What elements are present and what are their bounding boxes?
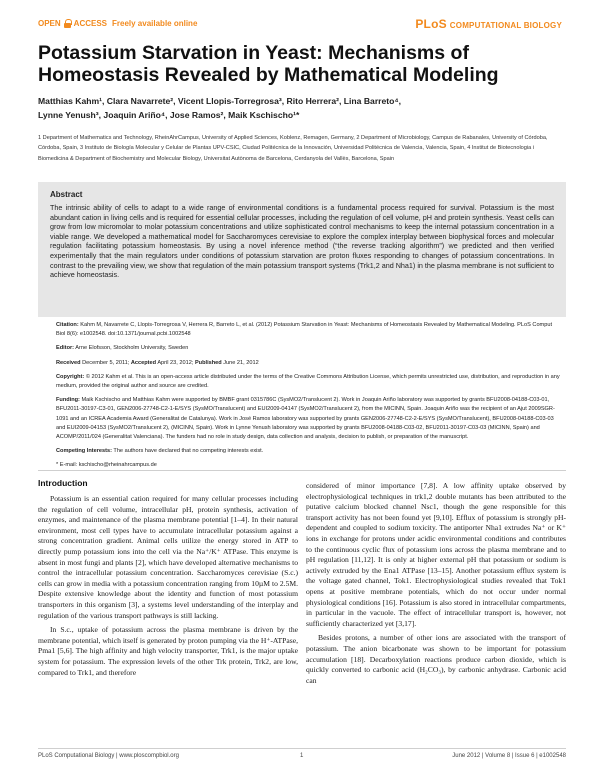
affiliations: 1 Department of Mathematics and Technology, RheinAhrCampus, University of Applied Sciences, Koblenz, Remagen, Germany, 2 Department of Microbiology, Campus de Rabanales, University of Córdoba, Córdoba, Spain, 3 Instituto de Biología Molecular y Celular de Plantas UPV-CSIC, Ciudad Politécnica de la Innovación, Universidad Politécnica de Valencia, Valencia, Spain, 4 Institut de Biotecnologia i Biomedicina & Department of Biochemistry and Molecular Biology, Universitat Autònoma de Barcelona, Cerdanyola del Vallès, Barcelona, Spain [38,135,548,162]
page-number: 1 [300,753,304,759]
journal-logo [415,17,562,31]
left-column [38,494,298,682]
abstract-heading: Abstract [50,190,83,199]
footer-issue: June 2012 | Volume 8 | Issue 6 | e1002548 [452,753,566,759]
journal-plos: PLoS [415,17,447,31]
footer-journal: PLoS Computational Biology | www.ploscompbiol.org [38,753,179,759]
open-access-banner [38,19,197,28]
right-column [306,481,566,690]
editor: Editor: Arne Elofsson, Stockholm University, Sweden [56,345,189,352]
paragraph: Besides protons, a number of other ions are associated with the transport of potassium. The anion bicarbonate was shown to be important for potassium accumulation [18]. Decarboxylation reactions produce carbon dioxide, which is quickly converted to carbonic acid (H₂CO₃), by carbonic anhydrase. Carbonic acid can [306,633,566,685]
copyright: Copyright: © 2012 Kahm et al. This is an open-access article distributed under the terms of the Creative Commons Attribution License, which permits unrestricted use, distribution, and reproduction in any medium, provided the original author and source are credited. [56,373,560,390]
paragraph: considered of minor importance [7,8]. A low affinity uptake observed by electrophysiological techniques in trk1,2 double mutants has been attributed to the putative calcium blocked channel Nsc1, though the gene responsible for this transport activity has not been found yet [9,10]. Efflux of potassium is strongly pH-dependent and coupled to sodium toxicity. The antiporter Nha1 extrudes Na⁺ or K⁺ ions in exchange for protons under acidic environmental conditions and contributes to the continuous cyclic flux of potassium ions across the plasma membrane and to pH regulation [11,12]. It is only at higher external pH that potassium or sodium is actively extruded by the Ena1 ATPase [13–15]. Another potassium efflux system is the voltage gated channel, Tok1. Electrophysiological studies revealed that Tok1 opens at positive membrane potentials, which do not occur under normal physiological conditions [16]. Potassium is also stored in intracellular compartments, in particular in the vacuole. The effect of intracellular transport is, however, not sufficiently characterized yet [3,17]. [306,481,566,628]
dates: Received December 5, 2011; Accepted April 23, 2012; Published June 21, 2012 [56,359,259,366]
email: * E-mail: kschischo@rheinahrcampus.de [56,462,157,469]
open-access-label-left: OPEN [38,19,61,28]
citation: Citation: Kahm M, Navarrete C, Llopis-Torregrosa V, Herrera R, Barreto L, et al. (2012) Potassium Starvation in Yeast: Mechanisms of Homeostasis Revealed by Mathematical Modeling. PLoS Comput Biol 8(6): e1002548. doi:10.1371/journal.pcbi.1002548 [56,322,552,338]
paragraph: Potassium is an essential cation required for many cellular processes including the regulation of cell volume, intracellular pH, protein synthesis, activation of enzymes, and maintenance of the plasma membrane potential [1–4]. In their natural environment, most cell types have to accumulate intracellular potassium against a strong concentration gradient. Animal cells utilize the energy stored in ATP to directly pump potassium ions into the cell via the Na⁺/K⁺ ATPase. This enzyme is absent in most fungi and plants [2], which have developed alternative mechanisms to control the intracellular potassium concentration. Saccharomyces cerevisiae (S.c.) cells can grow in media with a potassium concentration ranging from 10µM to 2.5M. Despite extensive knowledge about the identity and function of most potassium transporters in this organism [3], a systems level understanding of the interplay and regulation of the various transport pathways is still lacking. [38,494,298,620]
abstract-box [38,182,566,317]
journal-name: COMPUTATIONAL BIOLOGY [449,21,562,30]
open-lock-icon [64,19,71,28]
paragraph: In S.c., uptake of potassium across the plasma membrane is driven by the membrane potential, which itself is generated by proton pumping via the H⁺-ATPase, Pma1 [5,6]. The high affinity and high velocity transporter, Trk1, is the major uptake system for potassium. The expression levels of the other Trk protein, Trk2, are low, compared to Trk1, and therefore [38,625,298,677]
page-footer [38,753,566,759]
divider [38,470,566,471]
abstract-text: The intrinsic ability of cells to adapt to a wide range of environmental conditions is a fundamental process required for survival. Potassium is the most abundant cation in living cells and is required for essential cellular processes, including the regulation of cell volume, pH and protein synthesis. Yeast cells can grow from low micromolar to molar potassium concentrations and utilize sophisticated control mechanisms to keep the internal potassium concentration in a viable range. We developed a mathematical model for Saccharomyces cerevisiae to explore the complex interplay between biophysical forces and molecular regulation facilitating potassium homeostasis. By using a novel inference method (“the reverse tracking algorithm”) we predicted and then verified experimentally that the main regulators under conditions of potassium starvation are proton fluxes responding to changes of potassium concentrations. In contrast to the prevailing view, we show that regulation of the main potassium transport systems (Trk1,2 and Nha1) in the plasma membrane is not sufficient to achieve homeostasis. [50,203,554,280]
email-link[interactable]: kschischo@rheinahrcampus.de [78,462,157,469]
authors-line-2: Lynne Yenush³, Joaquin Ariño⁴, Jose Ramos², Maik Kschischo¹* [38,110,300,120]
funding: Funding: Maik Kschischo and Matthias Kahm were supported by BMBF grant 0315786C (SysMO2/Translucent 2). Work in Joaquin Ariño laboratory was supported by grants BFU2008-04188-C03-01, BFU2011-30197-C3-01, GEN2006-27748-C2-1-E/SYS (SysMO/Translucent) and EUI2009-04147 (SysMO2/Translucent 2), from the MICINN, Spain. Joaquin Ariño was the recipient of an Ajut 2009SGR-1091 and an ICREA Academia Award (Generalitat de Catalunya). Work in José Ramos laboratory was supported by grants GEN2006-27748-C2-2-E/SYS (SysMO/Translucent), BFU2008-04188-C03-03 and EUI2009-04153 (SysMO2/Translucent 2), (MICINN, Spain). Work in Lynne Yenush laboratory was supported by grants BFU2008-04188-C03-02, BFU2011-30197-C03-03 (MICINN, Spain) and ACOMP/2011/024 (Generalitat Valenciana). The funders had no role in study design, data collection and analysis, decision to publish, or preparation of the manuscript. [56,397,555,441]
footer-divider [38,748,566,749]
article-title: Potassium Starvation in Yeast: Mechanisms of Homeostasis Revealed by Mathematical Modeling [38,42,499,86]
author-list [38,94,562,122]
freely-available-label: Freely available online [112,19,198,28]
article-metadata [56,321,560,476]
open-access-label-right: ACCESS [73,19,108,28]
introduction-heading: Introduction [38,478,88,488]
competing-interests: Competing Interests: The authors have declared that no competing interests exist. [56,448,264,455]
authors-line-1: Matthias Kahm¹, Clara Navarrete², Vicent Llopis-Torregrosa³, Rito Herrera², Lina Barreto⁴, [38,96,402,106]
